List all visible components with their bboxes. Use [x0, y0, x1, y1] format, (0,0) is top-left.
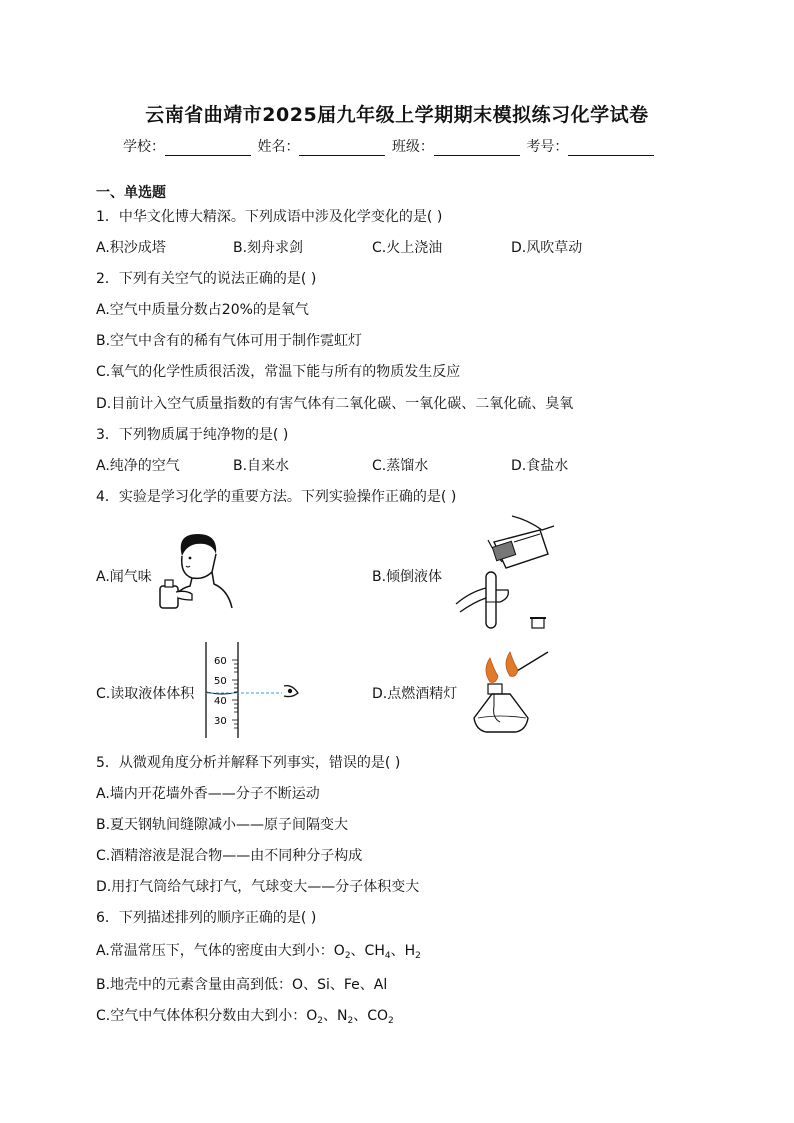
q1-option-b[interactable]: B.刻舟求剑 — [233, 240, 304, 256]
class-label: 班级： — [391, 139, 434, 155]
q3-stem: 3．下列物质属于纯净物的是( ) — [96, 427, 289, 443]
q3-option-d[interactable]: D.食盐水 — [511, 458, 569, 474]
q4-option-b[interactable]: B.倾倒液体 — [372, 569, 443, 585]
q5-option-d[interactable]: D.用打气筒给气球打气，气球变大——分子体积变大 — [96, 879, 420, 895]
q6-option-c[interactable]: C.空气中气体体积分数由大到小：$O_2$、$N_2$、$CO_2$ — [96, 1008, 394, 1026]
q5-option-a[interactable]: A.墙内开花墙外香——分子不断运动 — [96, 786, 320, 802]
q2-option-b[interactable]: B.空气中含有的稀有气体可用于制作霓虹灯 — [96, 333, 363, 349]
q6-option-b[interactable]: B.地壳中的元素含量由高到低：O、Si、Fe、Al — [96, 977, 388, 993]
school-blank[interactable] — [165, 141, 251, 156]
q4-option-d[interactable]: D.点燃酒精灯 — [372, 686, 458, 702]
q1-option-a[interactable]: A.积沙成塔 — [96, 240, 166, 256]
read-volume-figure — [200, 640, 310, 740]
alcohol-lamp-figure — [470, 644, 560, 740]
pour-liquid-figure — [448, 512, 558, 634]
smell-gas-figure — [152, 528, 236, 612]
exam-title: 云南省曲靖市2025届九年级上学期期末模拟练习化学试卷 — [145, 104, 649, 126]
scale-50: 50 — [214, 676, 227, 687]
q3-option-a[interactable]: A.纯净的空气 — [96, 458, 180, 474]
scale-30: 30 — [214, 716, 227, 727]
q1-stem: 1．中华文化博大精深。下列成语中涉及化学变化的是( ) — [96, 209, 443, 225]
q3-option-c[interactable]: C.蒸馏水 — [372, 458, 429, 474]
name-blank[interactable] — [299, 141, 385, 156]
number-label: 考号： — [526, 139, 569, 155]
class-blank[interactable] — [434, 141, 520, 156]
q5-option-c[interactable]: C.酒精溶液是混合物——由不同种分子构成 — [96, 848, 363, 864]
q1-option-c[interactable]: C.火上浇油 — [372, 240, 443, 256]
q6-option-a[interactable]: A.常温常压下，气体的密度由大到小：$O_2$、$CH_4$、$H_2$ — [96, 943, 421, 961]
q3-option-b[interactable]: B.自来水 — [233, 458, 290, 474]
q5-stem: 5．从微观角度分析并解释下列事实，错误的是( ) — [96, 755, 401, 771]
q4-option-c[interactable]: C.读取液体体积 — [96, 686, 195, 702]
school-label: 学校： — [123, 139, 165, 155]
name-label: 姓名： — [257, 139, 300, 155]
scale-40: 40 — [214, 696, 227, 707]
q4-stem: 4．实验是学习化学的重要方法。下列实验操作正确的是( ) — [96, 489, 457, 505]
q5-option-b[interactable]: B.夏天钢轨间缝隙减小——原子间隔变大 — [96, 817, 349, 833]
number-blank[interactable] — [568, 141, 654, 156]
q2-option-c[interactable]: C.氧气的化学性质很活泼，常温下能与所有的物质发生反应 — [96, 364, 461, 380]
student-info-row — [123, 136, 656, 156]
section-heading: 一、单选题 — [96, 185, 166, 201]
scale-60: 60 — [214, 656, 227, 667]
q2-option-a[interactable]: A.空气中质量分数占20%的是氧气 — [96, 302, 309, 318]
q2-stem: 2．下列有关空气的说法正确的是( ) — [96, 271, 317, 287]
q1-option-d[interactable]: D.风吹草动 — [511, 240, 583, 256]
q4-option-a[interactable]: A.闻气味 — [96, 569, 152, 585]
q6-stem: 6．下列描述排列的顺序正确的是( ) — [96, 910, 317, 926]
q2-option-d[interactable]: D.目前计入空气质量指数的有害气体有二氧化碳、一氧化碳、二氧化硫、臭氧 — [96, 396, 574, 412]
